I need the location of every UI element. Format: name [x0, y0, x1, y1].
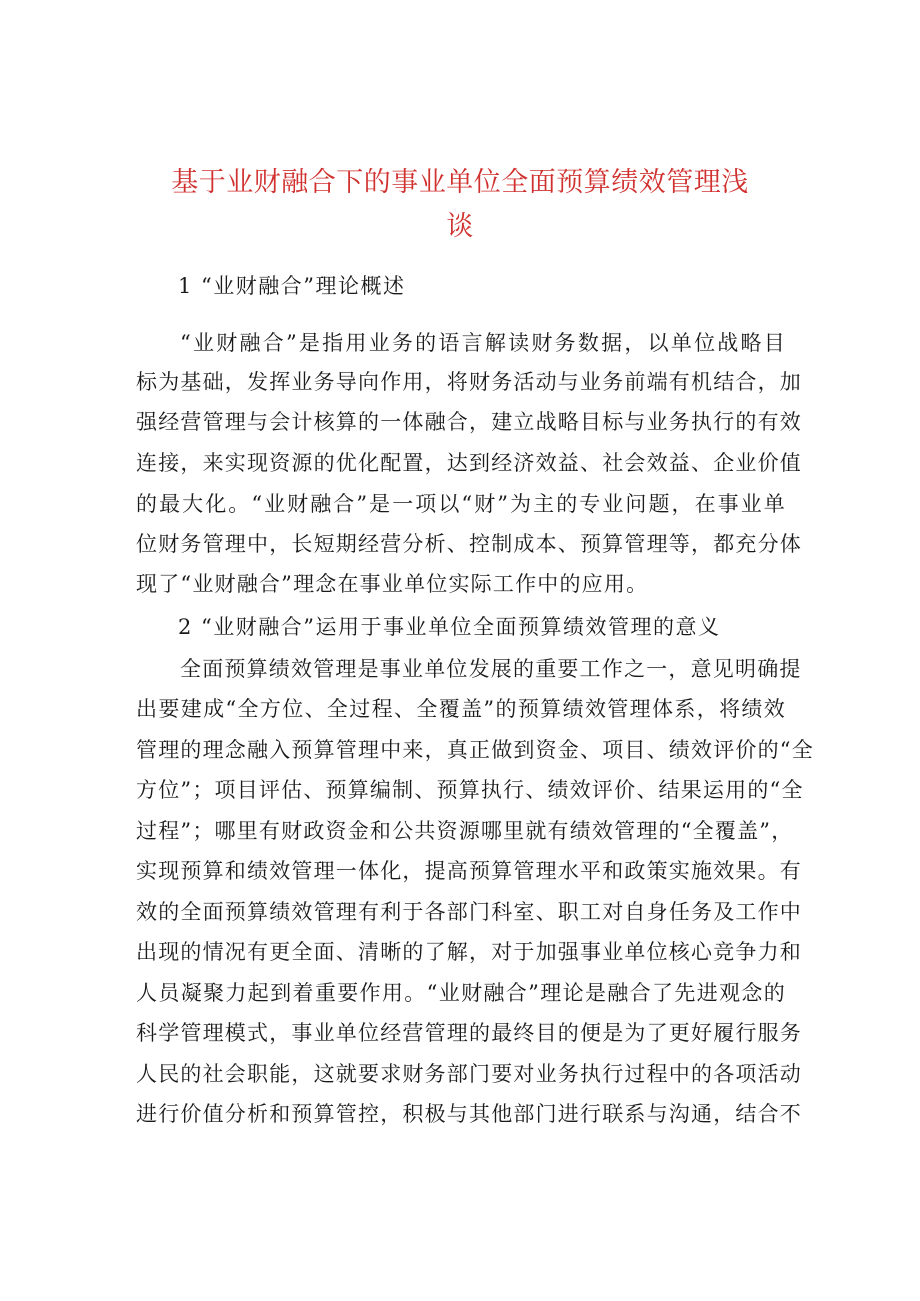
section-2-paragraph-line: 实现预算和绩效管理一体化，提高预算管理水平和政策实施效果。有	[136, 859, 802, 883]
section-2-paragraph-line: 出现的情况有更全面、清晰的了解，对于加强事业单位核心竞争力和	[136, 940, 802, 964]
document-title-line-2: 谈	[446, 211, 474, 242]
section-2-paragraph-line: 过程”；哪里有财政资金和公共资源哪里就有绩效管理的“全覆盖”，	[136, 819, 794, 843]
section-1-paragraph-line: 标为基础，发挥业务导向作用，将财务活动与业务前端有机结合，加	[136, 370, 802, 394]
section-1-paragraph-line: 现了“业财融合”理念在事业单位实际工作中的应用。	[136, 572, 649, 596]
section-2-paragraph-line: 人员凝聚力起到着重要作用。“业财融合”理论是融合了先进观念的	[136, 981, 786, 1005]
section-1-paragraph-line: 连接，来实现资源的优化配置，达到经济效益、社会效益、企业价值	[136, 451, 802, 475]
section-1-paragraph-line: 位财务管理中，长短期经营分析、控制成本、预算管理等，都充分体	[136, 532, 802, 556]
section-1-paragraph-line: 的最大化。“业财融合”是一项以“财”为主的专业问题，在事业单	[136, 492, 786, 516]
section-1-paragraph-line: 强经营管理与会计核算的一体融合，建立战略目标与业务执行的有效	[136, 410, 802, 434]
section-2-paragraph-line: 全面预算绩效管理是事业单位发展的重要工作之一，意见明确提	[180, 657, 802, 681]
section-2-heading: 2 “业财融合”运用于事业单位全面预算绩效管理的意义	[178, 615, 721, 639]
section-2-paragraph-line: 出要建成“全方位、全过程、全覆盖”的预算绩效管理体系，将绩效	[136, 697, 786, 721]
section-2-paragraph-line: 进行价值分析和预算管控，积极与其他部门进行联系与沟通，结合不	[136, 1102, 802, 1126]
section-2-paragraph-line: 管理的理念融入预算管理中来，真正做到资金、项目、绩效评价的“全	[136, 738, 814, 762]
section-2-paragraph-line: 方位”；项目评估、预算编制、预算执行、绩效评价、结果运用的“全	[136, 778, 804, 802]
section-2-paragraph-line: 效的全面预算绩效管理有利于各部门科室、职工对自身任务及工作中	[136, 900, 802, 924]
section-2-paragraph-line: 人民的社会职能，这就要求财务部门要对业务执行过程中的各项活动	[136, 1062, 802, 1086]
section-2-paragraph-line: 科学管理模式，事业单位经营管理的最终目的便是为了更好履行服务	[136, 1021, 802, 1045]
document-title-line-1: 基于业财融合下的事业单位全面预算绩效管理浅	[171, 167, 749, 198]
section-1-heading: 1 “业财融合”理论概述	[178, 274, 406, 298]
section-1-paragraph-line: “业财融合”是指用业务的语言解读财务数据，以单位战略目	[180, 331, 786, 355]
